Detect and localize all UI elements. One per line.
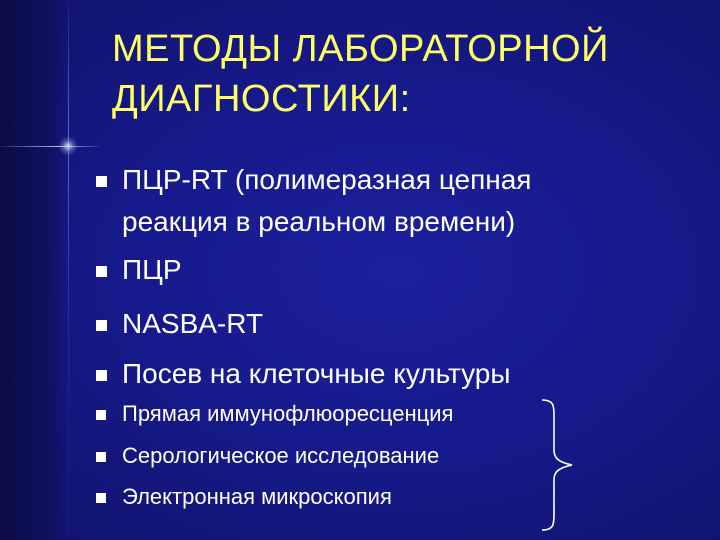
right-curly-brace-icon bbox=[538, 398, 578, 532]
bullet-text: Электронная микроскопия bbox=[122, 484, 392, 509]
square-bullet-icon bbox=[96, 493, 106, 503]
bullet-text: Прямая иммунофлюоресценция bbox=[122, 401, 454, 426]
slide-title bbox=[112, 24, 692, 124]
bullet-text: Посев на клеточные культуры bbox=[122, 358, 511, 389]
square-bullet-icon bbox=[96, 370, 107, 381]
square-bullet-icon bbox=[96, 452, 106, 462]
bullet-text: NASBA-RT bbox=[122, 308, 264, 339]
slide-title-line-2: ДИАГНОСТИКИ: bbox=[112, 78, 411, 120]
decor-cross-glow bbox=[58, 136, 78, 156]
bullet-text-line-1: ПЦР-RT (полимеразная цепная bbox=[122, 164, 532, 195]
slide-title-line-1: МЕТОДЫ ЛАБОРАТОРНОЙ bbox=[112, 28, 609, 70]
square-bullet-icon bbox=[96, 320, 107, 331]
left-decor-band bbox=[0, 0, 68, 540]
decor-vertical-line bbox=[68, 0, 69, 540]
bullet-text: Серологическое исследование bbox=[122, 443, 440, 468]
square-bullet-icon bbox=[96, 266, 107, 277]
square-bullet-icon bbox=[96, 176, 107, 187]
square-bullet-icon bbox=[96, 410, 106, 420]
bullet-text: ПЦР bbox=[122, 254, 182, 285]
decor-horizontal-line bbox=[0, 146, 100, 147]
bullet-text-line-2: реакция в реальном времени) bbox=[122, 206, 516, 237]
